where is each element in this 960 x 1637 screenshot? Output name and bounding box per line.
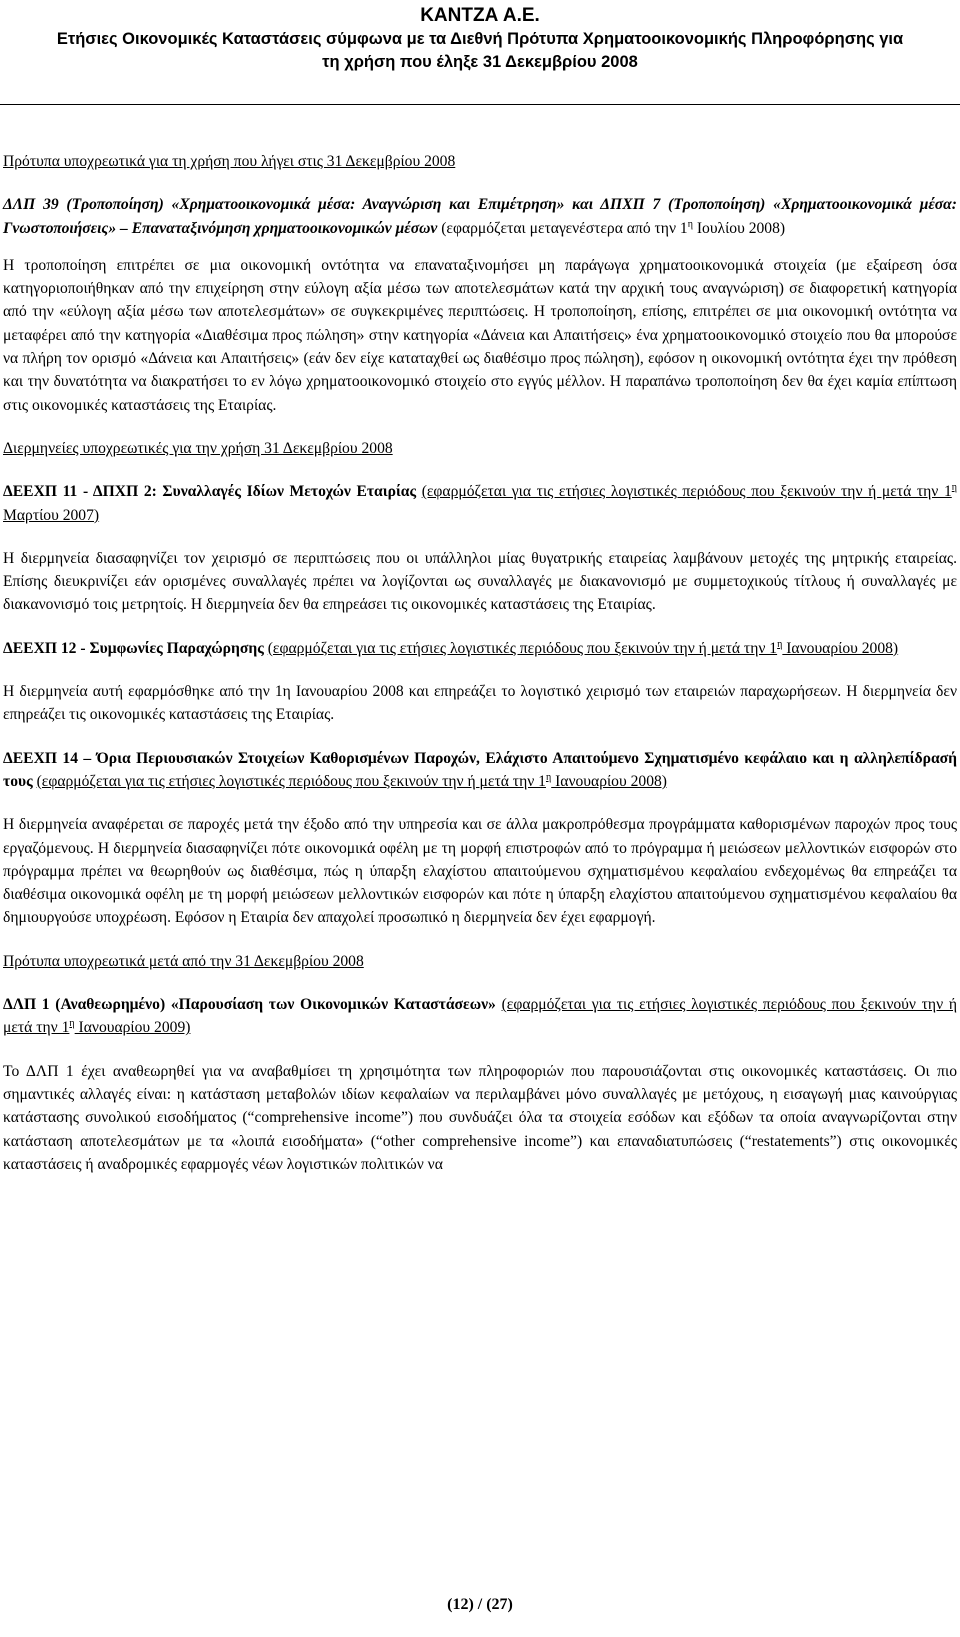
ifric14-applies-end: Ιανουαρίου 2008) <box>551 772 667 790</box>
document-body <box>3 150 957 1196</box>
ifric12-title-text: ΔΕΕΧΠ 12 - Συμφωνίες Παραχώρησης <box>3 639 264 657</box>
ias1-title-text: ΔΛΠ 1 (Αναθεωρημένο) «Παρουσίαση των Οικονομικών Καταστάσεων» <box>3 996 496 1014</box>
section-heading-after-2008: Πρότυπα υποχρεωτικά μετά από την 31 Δεκεμβρίου 2008 <box>3 952 364 970</box>
ifric14-body: Η διερμηνεία αναφέρεται σε παροχές μετά την έξοδο από την υπηρεσία και σε άλλα μακροπρόθεσμα προγράμματα καθορισμένων παροχών προς τους εργαζόμενους. Η διερμηνεία διασαφηνίζει πότε οικονομικά οφέλη με τη μορφή επιστροφών από το πρόγραμμα ή μειώσεων μελλοντικών εισφορών στο πρόγραμμα πρέπει να θεωρηθούν ως διαθέσιμα, πώς η ύπαρξη ελαχίστου απαιτούμενου σχηματισμένου κεφαλαίου ενδεχομένως θα επηρεάζει τα διαθέσιμα οικονομικά οφέλη με τη μορφή μειώσεων μελλοντικών εισφορών και πότε η ύπαρξη ελαχίστου απαιτούμενου σχηματισμένου κεφαλαίου θα δημιουργούσε υποχρέωση. Εφόσον η Εταιρία δεν απαχολεί προσωπικό η διερμηνεία δεν έχει εφαρμογή. <box>3 816 957 927</box>
ifric11-title-text: ΔΕΕΧΠ 11 - ΔΠΧΠ 2: Συναλλαγές Ιδίων Μετοχών Εταιρίας <box>3 483 417 501</box>
page-number: (12) / (27) <box>447 1596 513 1613</box>
header-subtitle-line1: Ετήσιες Οικονομικές Καταστάσεις σύμφωνα με τα Διεθνή Πρότυπα Χρηματοοικονομικής Πληροφόρησης για <box>56 30 904 48</box>
ifric12-body: Η διερμηνεία αυτή εφαρμόσθηκε από την 1η Ιανουαρίου 2008 και επηρεάζει το λογιστικό χειρισμό των εταιρειών παραχωρήσεων. Η διερμηνεία δεν επηρεάζει τις οικονομικές καταστάσεις της Εταιρίας. <box>3 683 957 724</box>
ias39-applies-end: Ιουλίου 2008) <box>692 219 786 237</box>
ifric12-applies-text: (εφαρμόζεται για τις ετήσιες λογιστικές περιόδους που ξεκινούν την ή μετά την 1 <box>267 639 778 657</box>
ifric14-applies-text: (εφαρμόζεται για τις ετήσιες λογιστικές περιόδους που ξεκινούν την ή μετά την 1 <box>36 772 546 790</box>
interpretation-title-ifric11 <box>3 480 957 527</box>
standard-title-ias1 <box>3 993 957 1040</box>
ifric11-applies-end: Μαρτίου 2007) <box>3 506 100 524</box>
ifric12-applies-sup: η <box>777 638 783 650</box>
ias1-applies-text: (εφαρμόζεται για τις ετήσιες λογιστικές περιόδους που ξεκινούν την ή μετά την 1 <box>3 996 957 1037</box>
interpretation-title-ifric12 <box>3 637 957 660</box>
ias1-applies-end: Ιανουαρίου 2009) <box>74 1019 191 1037</box>
ias39-applies-sup: η <box>687 218 693 230</box>
section-heading-mandatory-2008: Πρότυπα υποχρεωτικά για τη χρήση που λήγει στις 31 Δεκεμβρίου 2008 <box>3 153 456 170</box>
ifric11-applies-text: (εφαρμόζεται για τις ετήσιες λογιστικές περιόδους που ξεκινούν την ή μετά την 1 <box>421 483 952 501</box>
standard-title-ias39 <box>3 193 957 240</box>
section-heading-interpretations: Διερμηνείες υποχρεωτικές για την χρήση 31 Δεκεμβρίου 2008 <box>3 439 393 457</box>
ias1-body: Το ΔΛΠ 1 έχει αναθεωρηθεί για να αναβαθμίσει τη χρησιμότητα των πληροφοριών που παρουσιάζονται στις οικονομικές καταστάσεις. Οι πιο σημαντικές αλλαγές είναι: η κατάσταση μεταβολών ιδίων κεφαλαίων να περιλαμβάνει μόνο συναλλαγές με μετόχους, η εισαγωγή μιας καινούργιας κατάστασης συνολικού εισοδήματος (“comprehensive income”) που συνδυάζει όλα τα στοιχεία εσόδων και εξόδων τα οποία αναγνωρίζονται στην κατάσταση αποτελεσμάτων με τα «λοιπά εισοδήματα» (“other comprehensive income”) και επαναδιατυπώσεις (“restatements”) στις οικονομικές καταστάσεις ή αναδρομικές εφαρμογές νέων λογιστικών πολιτικών να <box>3 1062 957 1173</box>
ias39-title-text: ΔΛΠ 39 (Τροποποίηση) «Χρηματοοικονομικά μέσα: Αναγνώριση και Επιμέτρηση» και ΔΠΧΠ 7 (Τροποποίηση) «Χρηματοοικονομικά μέσα: Γνωστοποιήσεις» – Επαναταξινόμηση χρηματοοικονομικών μέσων <box>3 196 957 237</box>
header-subtitle-line2: τη χρήση που έληξε 31 Δεκεμβρίου 2008 <box>322 53 638 71</box>
ias1-applies-sup: η <box>69 1018 75 1030</box>
ifric11-applies-sup: η <box>951 482 957 494</box>
ias39-applies-text: (εφαρμόζεται μεταγενέστερα από την 1 <box>437 219 688 237</box>
company-name: ΚΑΝΤΖΑ Α.Ε. <box>420 5 540 26</box>
ifric14-title-text: ΔΕΕΧΠ 14 – Όρια Περιουσιακών Στοιχείων Καθορισμένων Παροχών, Ελάχιστο Απαιτούμενο Σχηματισμένο κεφάλαιο και η αλληλεπίδρασή τους <box>3 749 957 790</box>
interpretation-title-ifric14 <box>3 747 957 794</box>
ifric11-body: Η διερμηνεία διασαφηνίζει τον χειρισμό σε περιπτώσεις που οι υπάλληλοι μίας θυγατρικής εταιρείας λαμβάνουν μετοχές της μητρικής εταιρείας. Επίσης διευκρινίζει εάν ορισμένες συναλλαγές πρέπει να λογίζονται ως συναλλαγές με διακανονισμό με συμμετοχικούς τίτλους ή συναλλαγές με διακανονισμό τοις μετρητοίς. Η διερμηνεία δεν θα επηρεάσει τις οικονομικές καταστάσεις της Εταιρίας. <box>3 549 957 614</box>
page-header <box>0 0 960 105</box>
ifric14-applies-sup: η <box>545 771 552 783</box>
ifric12-applies-end: Ιανουαρίου 2008) <box>782 639 899 657</box>
ias39-body: Η τροποποίηση επιτρέπει σε μια οικονομική οντότητα να επαναταξινομήσει μη παράγωγα χρηματοοικονομικά στοιχεία (με εξαίρεση όσα κατηγοριοποιήθηκαν από την επιχείρηση στην εύλογη αξία μέσω των αποτελεσμάτων κατά την αρχική τους αναγνώριση) σε διαφορετική κατηγορία από την «εύλογη αξία μέσω των αποτελεσμάτων» σε συγκεκριμένες περιπτώσεις. Η τροποποίηση, επίσης, επιτρέπει σε μια οικονομική οντότητα να μεταφέρει από την κατηγορία «Διαθέσιμα προς πώληση» στην κατηγορία «Δάνεια και Απαιτήσεις» ένα χρηματοοικονομικό στοιχείο που θα μπορούσε να πλήρη τον ορισμό «Δάνεια και Απαιτήσεις» (εάν δεν είχε καταταχθεί ως διαθέσιμο προς πώληση), εφόσον η οικονομική οντότητα έχει την πρόθεση και την δυνατότητα να διακρατήσει το εν λόγω χρηματοοικονομικό στοιχείο στο εγγύς μέλλον. Η παραπάνω τροποποίηση δεν θα έχει καμία επίπτωση στις οικονομικές καταστάσεις της Εταιρίας. <box>3 256 957 414</box>
